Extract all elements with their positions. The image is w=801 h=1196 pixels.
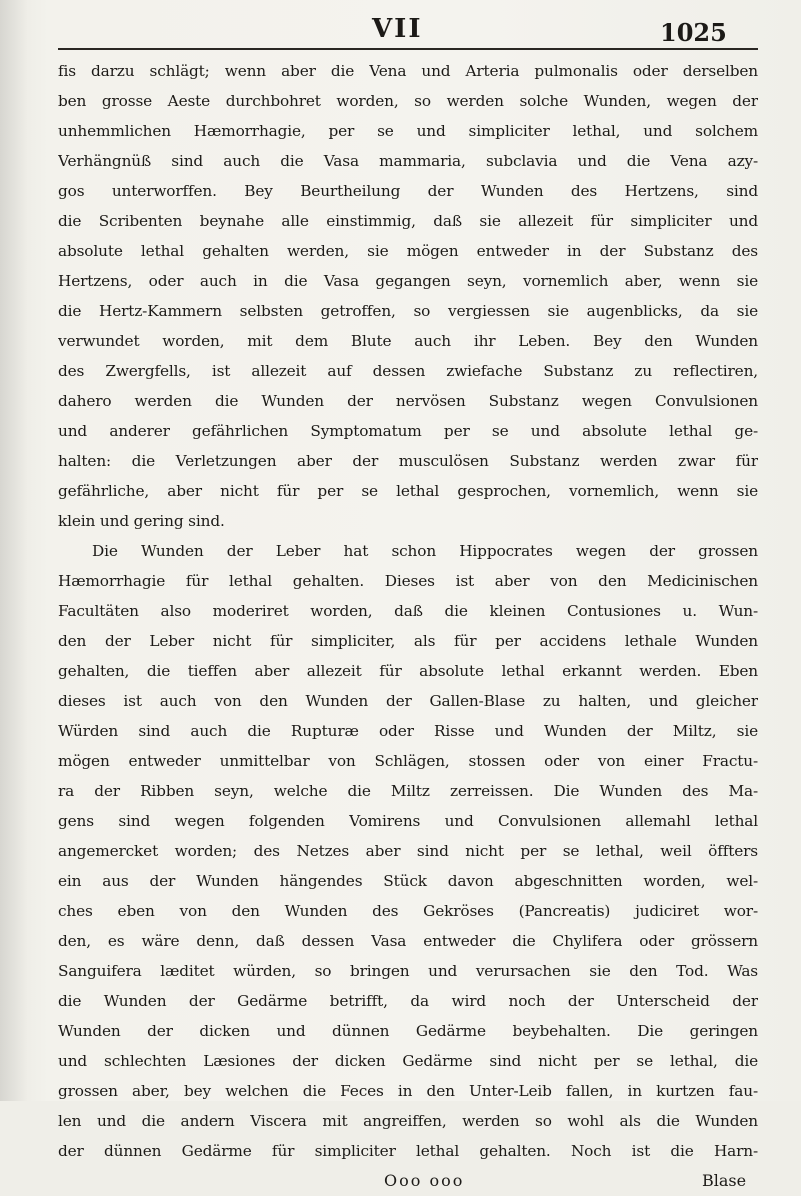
text-line: gens sind wegen folgenden Vomirens und Convulsionen allemahl lethal [58, 812, 758, 830]
header-rule [58, 48, 758, 50]
catchword: Blase [702, 1171, 747, 1190]
page-gutter-shadow [0, 0, 28, 1101]
text-line: die Wunden der Gedärme betrifft, da wird noch der Unterscheid der [58, 992, 758, 1010]
text-line: ches eben von den Wunden des Gekröses (Pancreatis) judiciret wor- [58, 902, 758, 920]
text-line: ben grosse Aeste durchbohret worden, so werden solche Wunden, wegen der [58, 92, 758, 110]
text-line: verwundet worden, mit dem Blute auch ihr Leben. Bey den Wunden [58, 332, 758, 350]
text-line: Wunden der dicken und dünnen Gedärme beybehalten. Die geringen [58, 1022, 758, 1040]
text-line: dahero werden die Wunden der nervösen Substanz wegen Convulsionen [58, 392, 758, 410]
text-line: klein und gering sind. [58, 512, 225, 530]
text-line: Facultäten also moderiret worden, daß die kleinen Contusiones u. Wun- [58, 602, 758, 620]
text-line: angemercket worden; des Netzes aber sind nicht per se lethal, weil öffters [58, 842, 758, 860]
text-line: gehalten, die tieffen aber allezeit für absolute lethal erkannt werden. Eben [58, 662, 758, 680]
text-line: und anderer gefährlichen Symptomatum per se und absolute lethal ge- [58, 422, 758, 440]
text-line: die Scribenten beynahe alle einstimmig, daß sie allezeit für simpliciter und [58, 212, 758, 230]
text-line: ra der Ribben seyn, welche die Miltz zerreissen. Die Wunden des Ma- [58, 782, 758, 800]
text-line: halten: die Verletzungen aber der musculösen Substanz werden zwar für [58, 452, 758, 470]
text-line: Hæmorrhagie für lethal gehalten. Dieses ist aber von den Medicinischen [58, 572, 758, 590]
text-line: gos unterworffen. Bey Beurtheilung der Wunden des Hertzens, sind [58, 182, 758, 200]
text-line: der dünnen Gedärme für simpliciter lethal gehalten. Noch ist die Harn- [58, 1142, 758, 1160]
page-header [0, 10, 801, 50]
printer-signature: Ooo ooo [384, 1171, 465, 1190]
text-line: die Hertz-Kammern selbsten getroffen, so vergiessen sie augenblicks, da sie [58, 302, 758, 320]
text-line: Hertzens, oder auch in die Vasa gegangen seyn, vornemlich aber, wenn sie [58, 272, 758, 290]
running-head: VII [372, 14, 423, 44]
page-number: 1025 [660, 18, 727, 47]
text-line: den der Leber nicht für simpliciter, als für per accidens lethale Wunden [58, 632, 758, 650]
text-line: unhemmlichen Hæmorrhagie, per se und simpliciter lethal, und solchem [58, 122, 758, 140]
text-line: mögen entweder unmittelbar von Schlägen, stossen oder von einer Fractu- [58, 752, 758, 770]
text-line: und schlechten Læsiones der dicken Gedärme sind nicht per se lethal, die [58, 1052, 758, 1070]
paragraph-start-line: Die Wunden der Leber hat schon Hippocrates wegen der grossen [92, 542, 758, 560]
text-line: Sanguifera læditet würden, so bringen und verursachen sie den Tod. Was [58, 962, 758, 980]
text-line: len und die andern Viscera mit angreiffen, werden so wohl als die Wunden [58, 1112, 758, 1130]
text-line: dieses ist auch von den Wunden der Gallen-Blase zu halten, und gleicher [58, 692, 758, 710]
body-text [58, 56, 758, 1196]
text-line: den, es wäre denn, daß dessen Vasa entweder die Chylifera oder grössern [58, 932, 758, 950]
text-line: des Zwergfells, ist allezeit auf dessen zwiefache Substanz zu reflectiren, [58, 362, 758, 380]
text-line: absolute lethal gehalten werden, sie mögen entweder in der Substanz des [58, 242, 758, 260]
text-line: fis darzu schlägt; wenn aber die Vena und Arteria pulmonalis oder derselben [58, 62, 758, 80]
text-line: grossen aber, bey welchen die Feces in den Unter-Leib fallen, in kurtzen fau- [58, 1082, 758, 1100]
text-line: gefährliche, aber nicht für per se lethal gesprochen, vornemlich, wenn sie [58, 482, 758, 500]
footer-line [58, 1166, 758, 1196]
text-line: Verhängnüß sind auch die Vasa mammaria, subclavia und die Vena azy- [58, 152, 758, 170]
text-line: ein aus der Wunden hängendes Stück davon abgeschnitten worden, wel- [58, 872, 758, 890]
text-line: Würden sind auch die Rupturæ oder Risse und Wunden der Miltz, sie [58, 722, 758, 740]
